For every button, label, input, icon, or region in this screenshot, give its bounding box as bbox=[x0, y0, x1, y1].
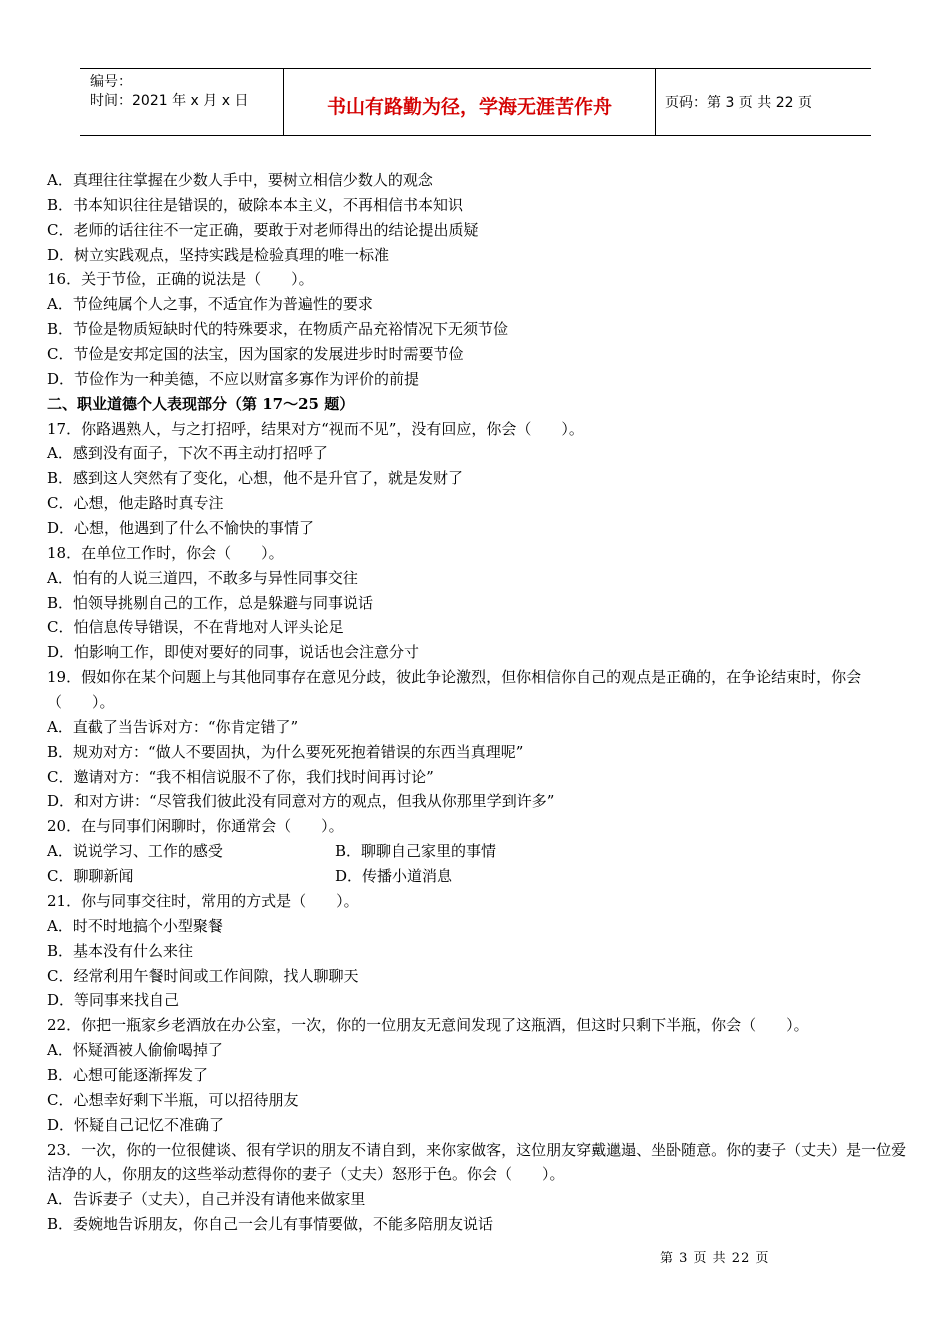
text-line: C．邀请对方：“我不相信说服不了你，我们找时间再讨论” bbox=[47, 767, 434, 786]
header-number-label: 编号： bbox=[90, 74, 132, 90]
document-header bbox=[80, 68, 871, 136]
text-line: C．节俭是安邦定国的法宝，因为国家的发展进步时时需要节俭 bbox=[47, 345, 464, 364]
question-16: 16．关于节俭，正确的说法是（ ）。 bbox=[47, 270, 314, 289]
text-line: A．感到没有面子，下次不再主动打招呼了 bbox=[47, 444, 328, 463]
text-line: D．怕影响工作，即使对要好的同事，说话也会注意分寸 bbox=[47, 643, 420, 662]
page-footer: 第 3 页 共 22 页 bbox=[660, 1251, 770, 1266]
text-line: A．时不时地搞个小型聚餐 bbox=[47, 916, 223, 935]
text-line: B．感到这人突然有了变化，心想，他不是升官了，就是发财了 bbox=[47, 469, 464, 488]
text-line: C．怕信息传导错误，不在背地对人评头论足 bbox=[47, 618, 344, 637]
option-row bbox=[47, 839, 915, 864]
text-line: A．节俭纯属个人之事，不适宜作为普遍性的要求 bbox=[47, 295, 373, 314]
header-motto: 书山有路勤为径，学海无涯苦作舟 bbox=[283, 69, 656, 135]
section-heading: 二、职业道德个人表现部分（第 17～25 题） bbox=[47, 394, 355, 413]
text-line: C．老师的话往往不一定正确，要敢于对老师得出的结论提出质疑 bbox=[47, 220, 479, 239]
text-line: C．心想，他走路时真专注 bbox=[47, 494, 224, 513]
text-line: D．节俭作为一种美德，不应以财富多寡作为评价的前提 bbox=[47, 369, 420, 388]
option-b: B．聊聊自己家里的事情 bbox=[335, 842, 497, 861]
text-line: D．怀疑自己记忆不准确了 bbox=[47, 1115, 225, 1134]
text-line: B．节俭是物质短缺时代的特殊要求，在物质产品充裕情况下无须节俭 bbox=[47, 320, 509, 339]
header-page-info: 页码：第 3 页 共 22 页 bbox=[665, 95, 812, 111]
text-line: C．经常利用午餐时间或工作间隙，找人聊聊天 bbox=[47, 966, 359, 985]
question-22: 22．你把一瓶家乡老酒放在办公室，一次，你的一位朋友无意间发现了这瓶酒，但这时只剩下半瓶，你会（ ）。 bbox=[47, 1016, 809, 1035]
header-time-label: 时间：2021 年 x 月 x 日 bbox=[90, 93, 249, 109]
text-line: B．书本知识往往是错误的，破除本本主义，不再相信书本知识 bbox=[47, 195, 464, 214]
header-meta bbox=[80, 69, 283, 135]
question-19: 19．假如你在某个问题上与其他同事存在意见分歧，彼此争论激烈，但你相信你自己的观点是正确的，在争论结束时，你会（ ）。 bbox=[47, 668, 862, 712]
text-line: D．树立实践观点，坚持实践是检验真理的唯一标准 bbox=[47, 245, 390, 264]
text-line: B．规劝对方：“做人不要固执，为什么要死死抱着错误的东西当真理呢” bbox=[47, 742, 524, 761]
option-c: C．聊聊新闻 bbox=[47, 867, 134, 886]
text-line: C．心想幸好剩下半瓶，可以招待朋友 bbox=[47, 1090, 299, 1109]
text-line: D．和对方讲：“尽管我们彼此没有同意对方的观点，但我从你那里学到许多” bbox=[47, 792, 555, 811]
text-line: B．基本没有什么来往 bbox=[47, 941, 194, 960]
text-line: B．委婉地告诉朋友，你自己一会儿有事情要做，不能多陪朋友说话 bbox=[47, 1215, 494, 1234]
text-line: D．心想，他遇到了什么不愉快的事情了 bbox=[47, 519, 315, 538]
question-18: 18．在单位工作时，你会（ ）。 bbox=[47, 543, 284, 562]
text-line: A．直截了当告诉对方：“你肯定错了” bbox=[47, 717, 299, 736]
question-21: 21．你与同事交往时，常用的方式是（ ）。 bbox=[47, 891, 359, 910]
text-line: A．告诉妻子（丈夫），自己并没有请他来做家里 bbox=[47, 1190, 366, 1209]
option-a: A．说说学习、工作的感受 bbox=[47, 842, 223, 861]
question-17: 17．你路遇熟人，与之打招呼，结果对方“视而不见”，没有回应，你会（ ）。 bbox=[47, 419, 584, 438]
text-line: A．真理往往掌握在少数人手中，要树立相信少数人的观念 bbox=[47, 171, 433, 189]
text-line: B．怕领导挑剔自己的工作，总是躲避与同事说话 bbox=[47, 593, 374, 612]
text-line: D．等同事来找自己 bbox=[47, 991, 180, 1010]
text-line: A．怕有的人说三道四，不敢多与异性同事交往 bbox=[47, 568, 358, 587]
question-23: 23．一次，你的一位很健谈、很有学识的朋友不请自到，来你家做客，这位朋友穿戴邋遢、坐卧随意。你的妻子（丈夫）是一位爱洁净的人，你朋友的这些举动惹得你的妻子（丈夫）怒形于色。你会（ ）。 bbox=[47, 1140, 907, 1184]
option-d: D．传播小道消息 bbox=[335, 867, 453, 886]
text-line: B．心想可能逐渐挥发了 bbox=[47, 1065, 209, 1084]
document-body bbox=[47, 168, 915, 1237]
text-line: A．怀疑酒被人偷偷喝掉了 bbox=[47, 1041, 223, 1060]
question-20: 20．在与同事们闲聊时，你通常会（ ）。 bbox=[47, 817, 344, 836]
option-row bbox=[47, 864, 915, 889]
